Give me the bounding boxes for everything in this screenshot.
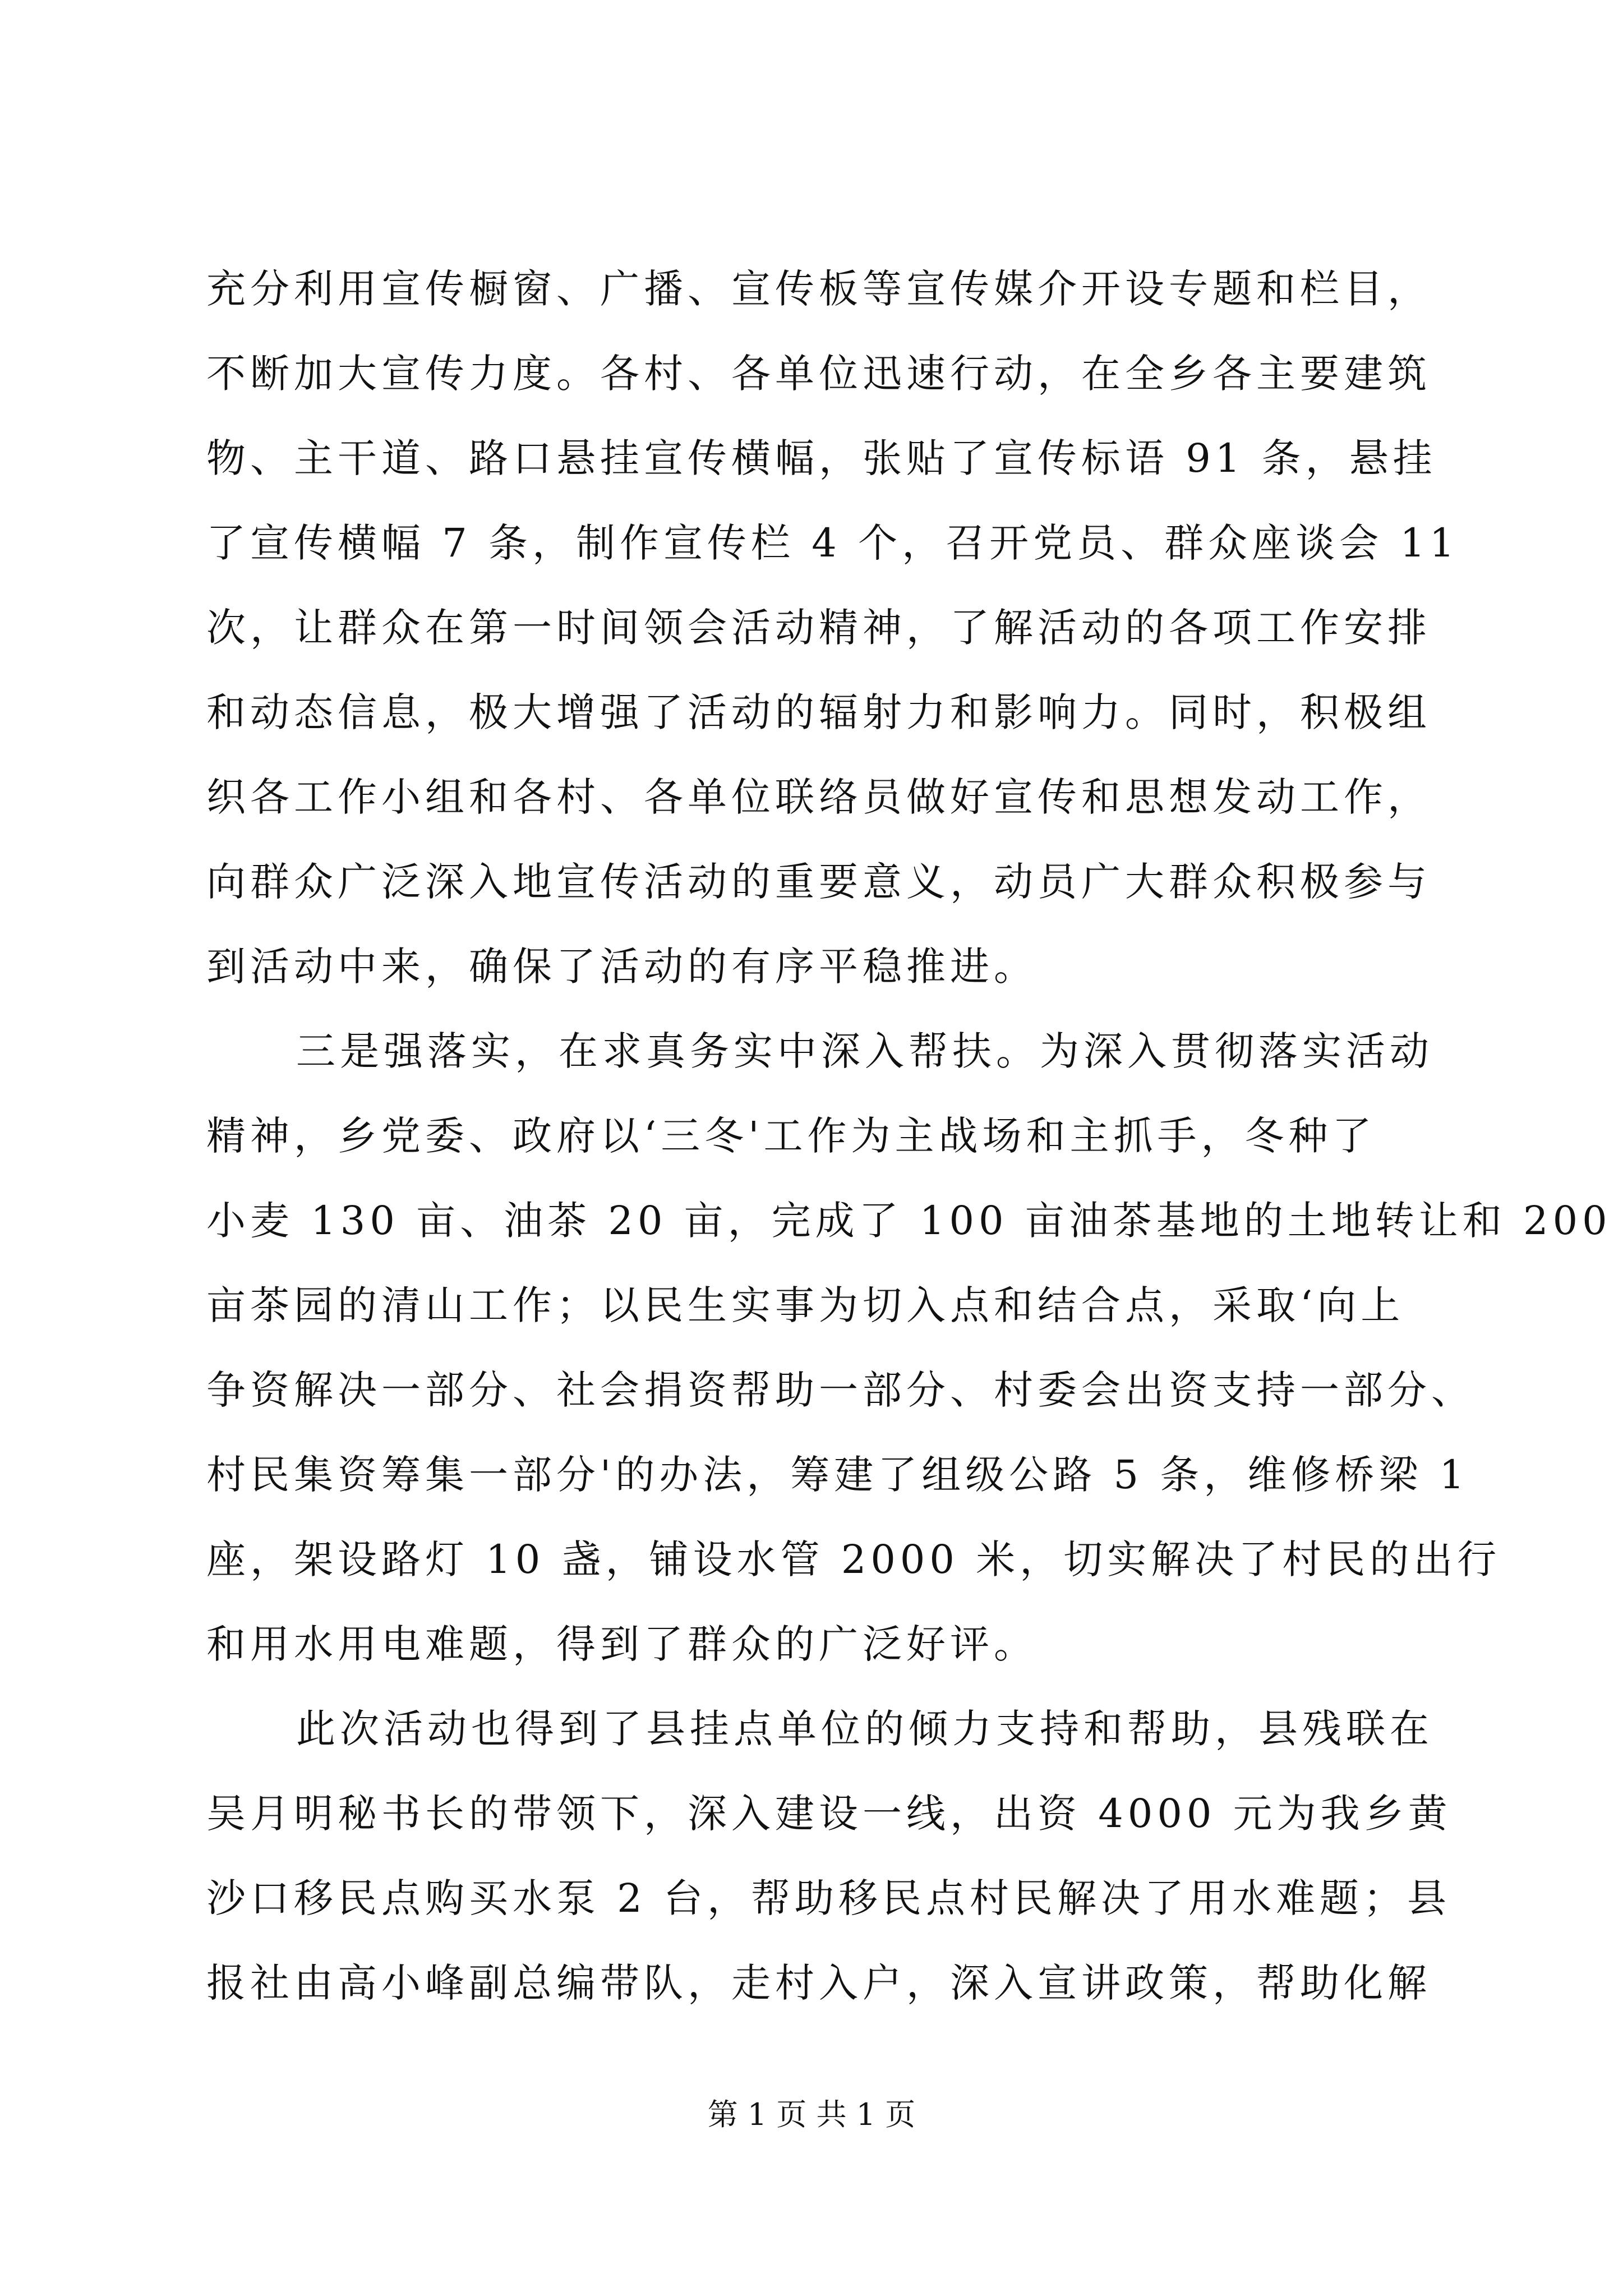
text-line: 报社由高小峰副总编带队，走村入户，深入宣讲政策，帮助化解 [206,1960,1431,2006]
text-line: 和动态信息，极大增强了活动的辐射力和影响力。同时，积极组 [206,689,1431,735]
text-line: 沙口移民点购买水泵 2 台，帮助移民点村民解决了用水难题；县 [206,1875,1451,1921]
text-line: 向群众广泛深入地宣传活动的重要意义，动员广大群众积极参与 [206,859,1431,905]
text-line: 精神，乡党委、政府以‘三冬'工作为主战场和主抓手，冬种了 [206,1113,1376,1159]
text-line: 座，架设路灯 10 盏，铺设水管 2000 米，切实解决了村民的出行 [206,1536,1501,1582]
paragraph-start-line: 三是强落实，在求真务实中深入帮扶。为深入贯彻落实活动 [296,1028,1433,1074]
text-line: 织各工作小组和各村、各单位联络员做好宣传和思想发动工作， [206,774,1431,820]
text-line: 亩茶园的清山工作；以民生实事为切入点和结合点，采取‘向上 [206,1282,1405,1328]
text-line: 和用水用电难题，得到了群众的广泛好评。 [206,1621,1038,1667]
text-line: 次，让群众在第一时间领会活动精神，了解活动的各项工作安排 [206,605,1431,651]
page-number-footer: 第 1 页 共 1 页 [707,2097,916,2132]
text-line: 了宣传横幅 7 条，制作宣传栏 4 个，召开党员、群众座谈会 11 [206,520,1459,566]
text-line: 争资解决一部分、社会捐资帮助一部分、村委会出资支持一部分、 [206,1367,1475,1413]
text-line: 吴月明秘书长的带领下，深入建设一线，出资 4000 元为我乡黄 [206,1791,1452,1837]
text-line: 到活动中来，确保了活动的有序平稳推进。 [206,944,1038,990]
text-line: 物、主干道、路口悬挂宣传横幅，张贴了宣传标语 91 条，悬挂 [206,435,1437,481]
document-body [206,247,1612,2026]
text-line: 小麦 130 亩、油茶 20 亩，完成了 100 亩油茶基地的土地转让和 200 [206,1198,1612,1244]
paragraph-start-line: 此次活动也得到了县挂点单位的倾力支持和帮助，县残联在 [296,1706,1433,1752]
text-line: 村民集资筹集一部分'的办法，筹建了组级公路 5 条，维修桥梁 1 [206,1452,1469,1498]
text-line: 充分利用宣传橱窗、广播、宣传板等宣传媒介开设专题和栏目， [206,266,1431,312]
text-line: 不断加大宣传力度。各村、各单位迅速行动，在全乡各主要建筑 [206,351,1431,397]
